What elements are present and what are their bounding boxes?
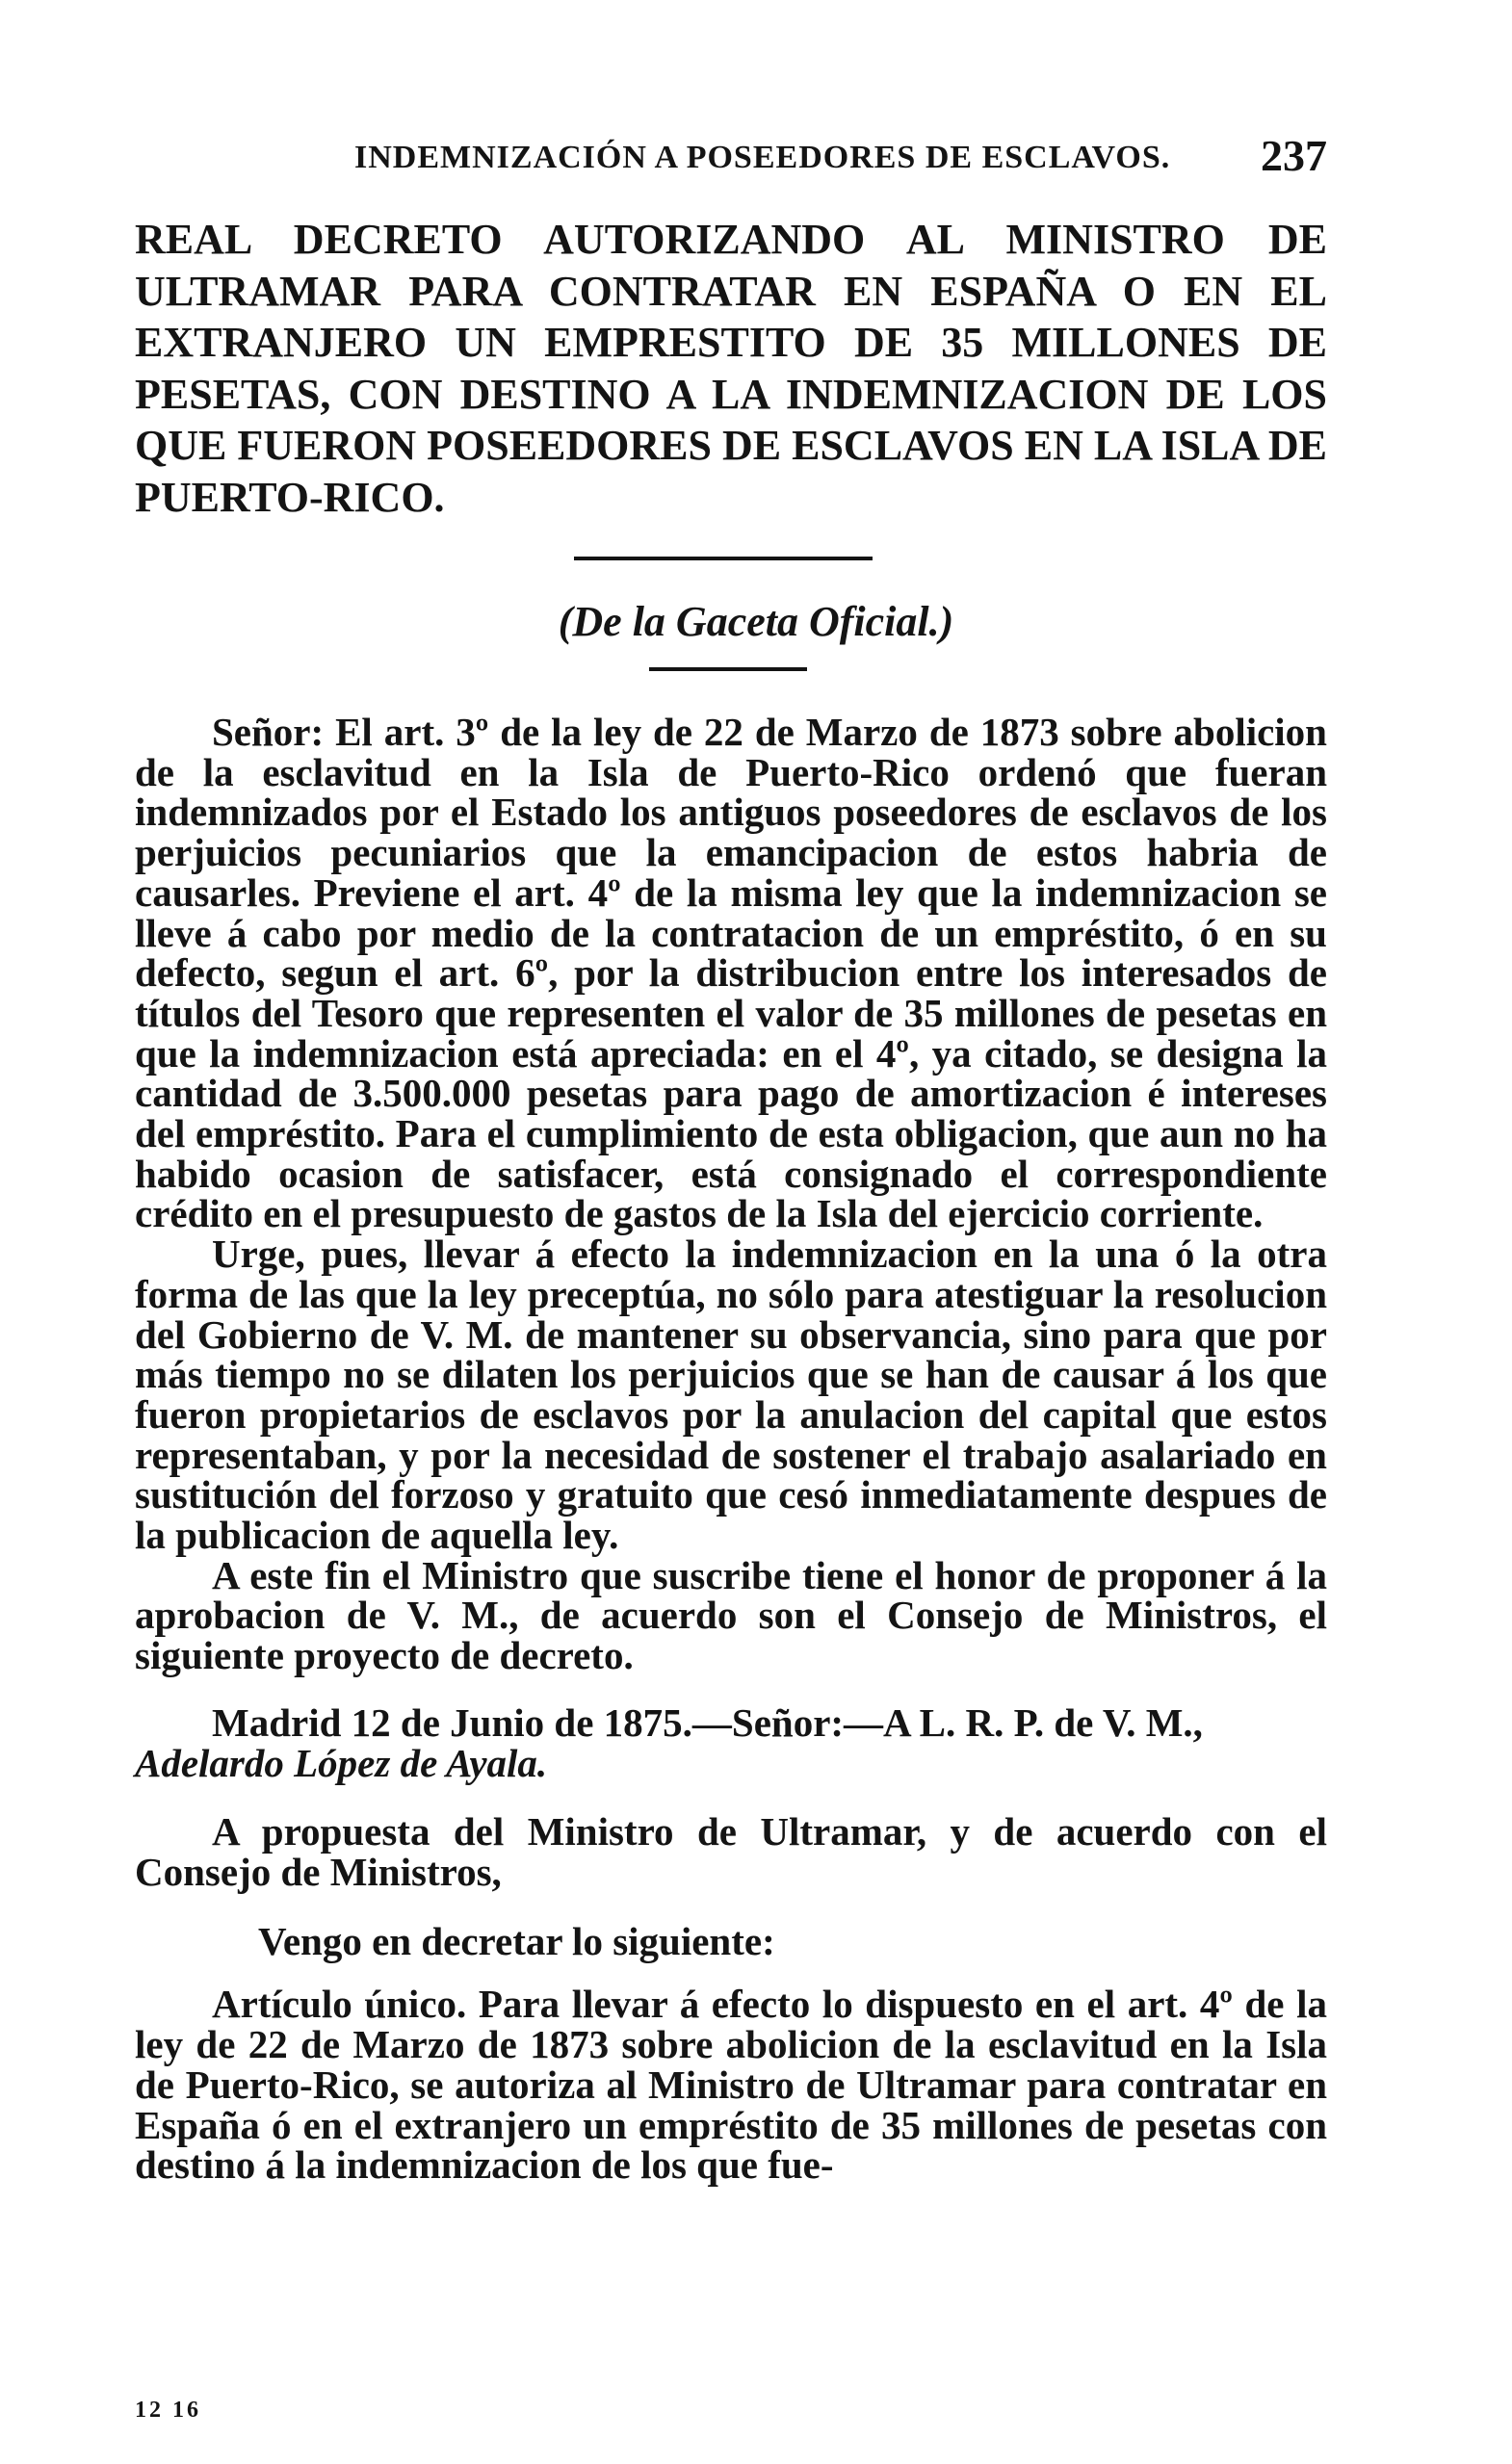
paragraph-sole-article: Artículo único. Para llevar á efecto lo dispuesto en el art. 4º de la ley de 22 de Marzo de 1873 sobre abolicion de la esclavitud en la Isla de Puerto-Rico, se autoriza al Ministro de Ultramar para contratar en España ó en el extranjero un empréstito de 35 millones de pesetas con destino á la indemnizacion de los que fue- [135, 1982, 1327, 2188]
paragraph-enacting-clause: Vengo en decretar lo siguiente: [258, 1918, 775, 1963]
title-divider [574, 557, 873, 560]
source-divider [649, 667, 807, 671]
document-body [135, 710, 1327, 2188]
signature-block [135, 1699, 1327, 1745]
signature-mark: 12 16 [135, 2398, 201, 2423]
paragraph-preamble: A propuesta del Ministro de Ultramar, y de acuerdo con el Consejo de Ministros, [135, 1809, 1327, 1894]
running-header-title: INDEMNIZACIÓN A POSEEDORES DE ESCLAVOS. [354, 140, 1171, 175]
running-header [135, 130, 1327, 188]
paragraph-exposition: Señor: El art. 3º de la ley de 22 de Marzo de 1873 sobre abolicion de la esclavitud en la Isla de Puerto-Rico ordenó que fueran indemnizados por el Estado los antiguos poseedores de esclavos de los perjuicios pecuniarios que la emancipacion de estos habria de causarles. Previene el art. 4º de la misma ley que la indemnizacion se lleve á cabo por medio de la contratacion de un empréstito, ó en su defecto, segun el art. 6º, por la distribucion entre los interesados de títulos del Tesoro que representen el valor de 35 millones de pesetas en que la indemnizacion está apreciada: en el 4º, ya citado, se designa la cantidad de 3.500.000 pesetas para pago de amortizacion é intereses del empréstito. Para el cumplimiento de esta obligacion, que aun no ha habido ocasion de satisfacer, está consignado el correspondiente crédito en el presupuesto de gastos de la Isla del ejercicio corriente. [135, 710, 1327, 1236]
source-citation: (De la Gaceta Oficial.) [558, 598, 954, 645]
paragraph-proposal: A este fin el Ministro que suscribe tiene el honor de proponer á la aprobacion de V. M., de acuerdo son el Consejo de Ministros, el siguiente proyecto de decreto. [135, 1552, 1327, 1678]
page-number: 237 [1261, 131, 1327, 180]
signature-place-date: Madrid 12 de Junio de 1875.—Señor:—A L. R. P. de V. M., [212, 1699, 1203, 1745]
decree-title: REAL DECRETO AUTORIZANDO AL MINISTRO DE ULTRAMAR PARA CONTRATAR EN ESPAÑA O EN EL EXTRANJERO UN EMPRESTITO DE 35 MILLONES DE PESETAS, CON DESTINO A LA INDEMNIZACION DE LOS QUE FUERON POSEEDORES DE ESCLAVOS EN LA ISLA DE PUERTO-RICO. [135, 216, 1327, 521]
paragraph-urgency: Urge, pues, llevar á efecto la indemnizacion en la una ó la otra forma de las que la ley preceptúa, no sólo para atestiguar la resolucion del Gobierno de V. M. de mantener su observancia, sino para que por más tiempo no se dilaten los perjuicios que se han de causar á los que fueron propietarios de esclavos por la anulacion del capital que estos representaban, y por la necesidad de sostener el trabajo asalariado en sustitución del forzoso y gratuito que cesó inmediatamente despues de la publicacion de aquella ley. [135, 1232, 1327, 1558]
signature-name: Adelardo López de Ayala. [135, 1740, 548, 1785]
